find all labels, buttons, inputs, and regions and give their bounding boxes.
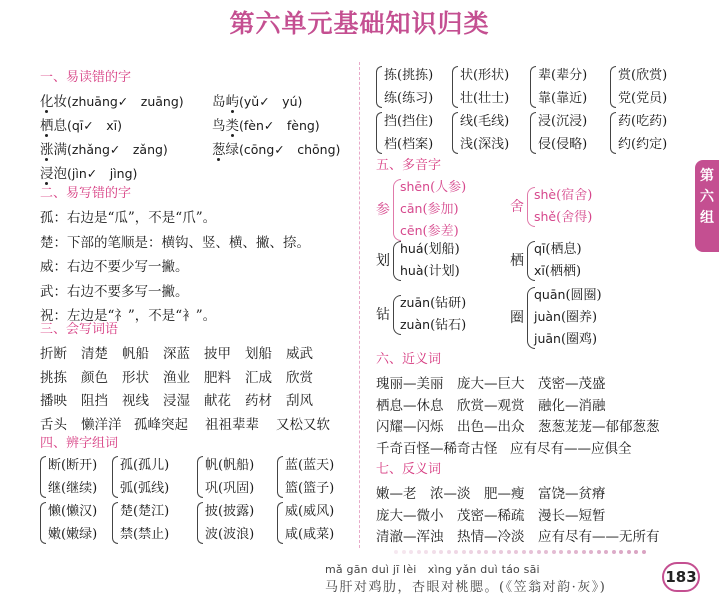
pair-word-1: 浸(沉浸) <box>538 114 588 129</box>
vocab-word: 献花 <box>204 393 231 409</box>
pair-word-2: 篮(篮子) <box>285 481 335 496</box>
misread-dotted-char: 栖 <box>40 114 54 134</box>
polyphone-word: (钻石) <box>430 318 467 333</box>
proverb-pinyin: mǎ gān duì jī lèi xìng yǎn duì táo sāi <box>325 563 540 576</box>
misread-dotted-char: 屿 <box>226 90 240 110</box>
distinguish-pair <box>112 454 169 500</box>
vocab-word: 浸湿 <box>163 393 190 409</box>
pair-word-1: 药(吃药) <box>618 114 668 129</box>
pair-brace <box>530 66 536 108</box>
section-heading-misread: 一、易读错的字 <box>40 70 132 85</box>
antonym-pair: 浓—淡 <box>430 486 471 502</box>
distinguish-pair <box>610 64 667 110</box>
pair-brace <box>376 66 382 108</box>
polyphone-pinyin: huá <box>400 241 424 256</box>
vocab-word: 清楚 <box>81 346 108 362</box>
polyphone-word: (计划) <box>423 264 460 279</box>
pair-word-2: 弧(弧线) <box>120 481 170 496</box>
side-tab-char-1: 第 <box>700 168 714 184</box>
misread-pinyin: (cōng✓ chōng) <box>239 142 341 157</box>
misread-prefix: 岛 <box>212 94 226 110</box>
vocab-word: 祖祖辈辈 <box>205 416 259 433</box>
misread-item <box>40 162 137 182</box>
pair-brace <box>610 66 616 108</box>
synonym-pair: 葱葱茏茏—郁郁葱葱 <box>538 419 660 435</box>
side-tab <box>695 160 719 252</box>
dot-mark <box>492 550 496 554</box>
polyphone-reading <box>400 314 466 333</box>
antonym-pair: 热情—冷淡 <box>457 529 525 545</box>
dot-mark <box>409 550 413 554</box>
pair-brace <box>40 502 46 544</box>
polyphone-word: (人参) <box>430 180 467 195</box>
misread-suffix: 泡 <box>53 166 67 182</box>
polyphone-reading <box>400 238 460 257</box>
vocab-word: 舌头 <box>40 416 67 433</box>
polyphone-reading <box>534 184 592 203</box>
dot-mark <box>394 550 398 554</box>
side-tab-char-3: 组 <box>700 210 714 226</box>
dot-mark <box>439 550 443 554</box>
polyphone-word: (栖栖) <box>544 264 582 279</box>
polyphone-pinyin: shè <box>534 187 557 202</box>
antonym-pair: 清澈—浑浊 <box>376 529 444 545</box>
antonym-pair: 嫩—老 <box>376 486 417 502</box>
synonym-pair: 闪耀—闪烁 <box>376 419 444 435</box>
dot-mark <box>484 550 488 554</box>
vocab-word: 帆船 <box>122 346 149 362</box>
polyphone-word: (宿舍) <box>556 188 593 203</box>
misread-prefix: 鸟 <box>212 118 226 134</box>
polyphone-pinyin: juān <box>534 331 561 346</box>
pair-word-2: 练(练习) <box>384 91 434 106</box>
polyphone-pinyin: shě <box>534 209 557 224</box>
polyphone-reading <box>400 220 459 239</box>
pair-brace <box>452 66 458 108</box>
distinguish-pair <box>530 64 587 110</box>
distinguish-pair <box>452 110 509 156</box>
dot-mark <box>529 550 533 554</box>
pair-brace <box>112 502 118 544</box>
miswritten-note: 威：右边不要少写一撇。 <box>40 259 189 275</box>
polyphone-pinyin: zuàn <box>400 317 431 332</box>
misread-item <box>212 90 302 110</box>
vocab-word: 药材 <box>245 393 272 409</box>
dot-mark <box>582 550 586 554</box>
distinguish-pair <box>197 454 254 500</box>
pair-brace <box>610 112 616 154</box>
misread-suffix: 妆 <box>53 94 67 110</box>
pair-brace <box>530 112 536 154</box>
synonym-pair: 出色—出众 <box>457 419 525 435</box>
polyphone-word: (参加) <box>422 202 459 217</box>
pair-word-1: 楚(楚江) <box>120 504 170 519</box>
vocab-word: 播映 <box>40 393 67 409</box>
polyphone-pinyin: zuān <box>400 295 431 310</box>
pair-word-1: 拣(挑拣) <box>384 68 434 83</box>
section-heading-vocab: 三、会写词语 <box>40 322 119 337</box>
polyphone-word: (圆圈) <box>565 288 602 303</box>
synonym-pair: 栖息—休息 <box>376 397 444 414</box>
polyphone-pinyin: quān <box>534 287 566 302</box>
vocab-word: 阻挡 <box>81 393 108 409</box>
polyphone-pinyin: xī <box>534 263 545 278</box>
dot-mark <box>514 550 518 554</box>
pair-word-2: 禁(禁止) <box>120 527 170 542</box>
misread-pinyin: (zhǎng✓ zǎng) <box>67 142 168 157</box>
vocab-word: 汇成 <box>245 369 272 386</box>
page-number: 183 <box>662 562 700 592</box>
distinguish-pair <box>40 454 97 500</box>
pair-word-2: 党(党员) <box>618 91 668 106</box>
section-heading-distinguish: 四、辨字组词 <box>40 436 119 451</box>
pair-word-1: 挡(挡住) <box>384 114 434 129</box>
misread-dotted-char: 涨 <box>40 138 54 158</box>
section-heading-polyphones: 五、多音字 <box>376 158 442 173</box>
vocab-word: 又松又软 <box>276 416 330 433</box>
polyphone-pinyin: qī <box>534 241 546 256</box>
distinguish-pair <box>376 64 433 110</box>
antonym-pair: 漫长—短暂 <box>538 507 606 524</box>
misread-suffix: 息 <box>53 118 67 134</box>
side-tab-char-2: 六 <box>700 189 714 205</box>
misread-dotted-char: 浸 <box>40 162 54 182</box>
pair-word-2: 咸(咸菜) <box>285 527 335 542</box>
distinguish-pair <box>112 500 169 546</box>
polyphone-word: (圈养) <box>560 310 598 325</box>
polyphone-char: 圈 <box>510 310 524 326</box>
antonym-pair: 肥—瘦 <box>484 486 525 502</box>
misread-item <box>40 138 168 158</box>
dot-mark <box>642 550 646 554</box>
pair-word-1: 威(威风) <box>285 504 335 519</box>
misread-dotted-char: 葱 <box>212 138 226 158</box>
polyphone-char: 参 <box>376 202 390 218</box>
dot-mark <box>507 550 511 554</box>
pair-word-1: 断(断开) <box>48 458 98 473</box>
pair-word-2: 壮(壮士) <box>460 91 510 106</box>
miswritten-note: 武：右边不要多写一撇。 <box>40 283 189 300</box>
polyphone-word: (参差) <box>422 224 459 239</box>
page-title: 第六单元基础知识归类 <box>229 9 490 38</box>
vocab-word: 懒洋洋 <box>81 416 122 433</box>
dot-mark <box>447 550 451 554</box>
dot-mark <box>544 550 548 554</box>
pair-word-1: 懒(懒汉) <box>48 504 98 519</box>
pair-word-2: 档(档案) <box>384 137 434 152</box>
misread-suffix: 满 <box>53 142 67 158</box>
pair-word-2: 巩(巩固) <box>205 481 255 496</box>
pair-word-1: 线(毛线) <box>460 114 510 129</box>
vocab-word: 挑拣 <box>40 369 67 386</box>
pair-word-1: 赏(欣赏) <box>618 68 668 83</box>
vocab-word: 颜色 <box>81 369 108 386</box>
dot-mark <box>537 550 541 554</box>
dot-mark <box>477 550 481 554</box>
misread-item <box>212 114 320 134</box>
synonym-pair: 应有尽有——应俱全 <box>510 440 632 457</box>
polyphone-word: (划船) <box>423 242 460 257</box>
distinguish-pair <box>452 64 509 110</box>
vocab-word: 刮风 <box>286 393 313 409</box>
dot-mark <box>612 550 616 554</box>
distinguish-pair <box>40 500 97 546</box>
vocab-word: 划船 <box>245 346 272 362</box>
dot-mark <box>462 550 466 554</box>
misread-dotted-char: 化 <box>40 90 54 110</box>
misread-pinyin: (yǔ✓ yú) <box>239 94 303 109</box>
dot-mark <box>634 550 638 554</box>
synonym-pair: 融化—消融 <box>538 397 606 414</box>
polyphone-reading <box>534 328 597 347</box>
vocab-word: 形状 <box>122 369 149 386</box>
polyphone-reading <box>400 176 466 195</box>
vocab-word: 披甲 <box>204 346 231 362</box>
distinguish-pair <box>197 500 254 546</box>
dot-mark <box>417 550 421 554</box>
pair-word-2: 侵(侵略) <box>538 137 588 152</box>
misread-pinyin: (jìn✓ jìng) <box>67 166 138 181</box>
polyphone-pinyin: huà <box>400 263 424 278</box>
vocab-word: 渔业 <box>163 369 190 386</box>
polyphone-char: 划 <box>376 253 390 269</box>
misread-item <box>40 90 184 110</box>
pair-word-2: 波(波浪) <box>205 527 255 542</box>
miswritten-note: 祝：左边是“礻”，不是“衤”。 <box>40 308 217 324</box>
polyphone-reading <box>534 260 581 279</box>
distinguish-pair <box>277 500 334 546</box>
pair-brace <box>277 456 283 498</box>
dot-mark <box>597 550 601 554</box>
misread-pinyin: (fèn✓ fèng) <box>239 118 320 133</box>
polyphone-reading <box>534 284 602 303</box>
pair-word-2: 嫩(嫩绿) <box>48 527 98 542</box>
dot-mark <box>454 550 458 554</box>
dot-mark <box>432 550 436 554</box>
vocab-word: 欣赏 <box>286 369 313 386</box>
polyphone-pinyin: juàn <box>534 309 561 324</box>
pair-brace <box>376 112 382 154</box>
polyphone-word: (圈鸡) <box>560 332 598 347</box>
dot-mark <box>589 550 593 554</box>
distinguish-pair <box>530 110 587 156</box>
antonym-pair: 庞大—微小 <box>376 507 444 524</box>
misread-pinyin: (qī✓ xī) <box>67 118 123 133</box>
pair-word-1: 蓝(蓝天) <box>285 458 335 473</box>
dot-mark <box>499 550 503 554</box>
dot-mark <box>619 550 623 554</box>
vocab-word: 肥料 <box>204 369 231 386</box>
polyphone-char: 舍 <box>510 199 524 215</box>
synonym-pair: 千奇百怪—稀奇古怪 <box>376 440 498 457</box>
polyphone-reading <box>400 260 460 279</box>
polyphone-pinyin: cēn <box>400 223 423 238</box>
pair-word-1: 帆(帆船) <box>205 458 255 473</box>
vocab-word: 孤峰突起 <box>134 416 188 433</box>
polyphone-reading <box>534 206 592 225</box>
miswritten-note: 孤：右边是“瓜”，不是“爪”。 <box>40 210 217 226</box>
distinguish-pair <box>277 454 334 500</box>
decorative-dots <box>394 549 649 555</box>
pair-word-1: 状(形状) <box>460 68 510 83</box>
misread-dotted-char: 类 <box>226 114 240 134</box>
pair-brace <box>40 456 46 498</box>
antonym-pair: 富饶—贫瘠 <box>538 486 606 502</box>
polyphone-reading <box>400 292 466 311</box>
antonym-pair: 茂密—稀疏 <box>457 507 525 524</box>
vocab-word: 折断 <box>40 346 67 362</box>
polyphone-reading <box>400 198 459 217</box>
vocab-word: 深蓝 <box>163 346 190 362</box>
proverb-text: 马肝对鸡肋，杏眼对桃腮。(《笠翁对韵·灰》) <box>325 580 607 595</box>
misread-item <box>40 114 122 134</box>
pair-brace <box>452 112 458 154</box>
antonym-pair: 应有尽有——无所有 <box>538 529 660 545</box>
dot-mark <box>567 550 571 554</box>
pair-word-2: 浅(深浅) <box>460 137 510 152</box>
pair-brace <box>277 502 283 544</box>
polyphone-reading <box>534 306 597 325</box>
section-heading-antonyms: 七、反义词 <box>376 462 442 477</box>
distinguish-pair <box>376 110 433 156</box>
pair-brace <box>197 456 203 498</box>
polyphone-char: 钻 <box>376 307 390 323</box>
polyphone-pinyin: cān <box>400 201 423 216</box>
section-heading-synonyms: 六、近义词 <box>376 352 442 367</box>
polyphone-reading <box>534 238 582 257</box>
pair-word-1: 孤(孤儿) <box>120 458 170 473</box>
column-divider <box>359 62 360 548</box>
synonym-pair: 欣赏—观赏 <box>457 397 525 414</box>
synonym-pair: 瑰丽—美丽 <box>376 376 444 392</box>
dot-mark <box>552 550 556 554</box>
dot-mark <box>424 550 428 554</box>
dot-mark <box>574 550 578 554</box>
dot-mark <box>627 550 631 554</box>
polyphone-word: (栖息) <box>545 242 582 257</box>
dot-mark <box>522 550 526 554</box>
misread-suffix: 绿 <box>225 142 239 158</box>
polyphone-char: 栖 <box>510 253 524 269</box>
misread-pinyin: (zhuāng✓ zuāng) <box>67 94 184 109</box>
dot-mark <box>604 550 608 554</box>
vocab-word: 威武 <box>286 346 313 362</box>
dot-mark <box>402 550 406 554</box>
pair-word-2: 靠(靠近) <box>538 91 588 106</box>
distinguish-pair <box>610 110 667 156</box>
pair-word-1: 辈(辈分) <box>538 68 588 83</box>
miswritten-note: 楚：下部的笔顺是：横钩、竖、横、撇、捺。 <box>40 234 310 251</box>
pair-word-2: 继(继续) <box>48 481 98 496</box>
pair-word-2: 约(约定) <box>618 137 668 152</box>
section-heading-miswritten: 二、易写错的字 <box>40 186 132 201</box>
pair-brace <box>197 502 203 544</box>
pair-word-1: 披(披露) <box>205 504 255 519</box>
polyphone-word: (舍得) <box>556 210 593 225</box>
dot-mark <box>559 550 563 554</box>
vocab-word: 视线 <box>122 393 149 409</box>
dot-mark <box>469 550 473 554</box>
misread-item <box>212 138 340 158</box>
polyphone-word: (钻研) <box>430 296 467 311</box>
synonym-pair: 茂密—茂盛 <box>538 376 606 392</box>
polyphone-pinyin: shēn <box>400 179 431 194</box>
synonym-pair: 庞大—巨大 <box>457 376 525 392</box>
pair-brace <box>112 456 118 498</box>
